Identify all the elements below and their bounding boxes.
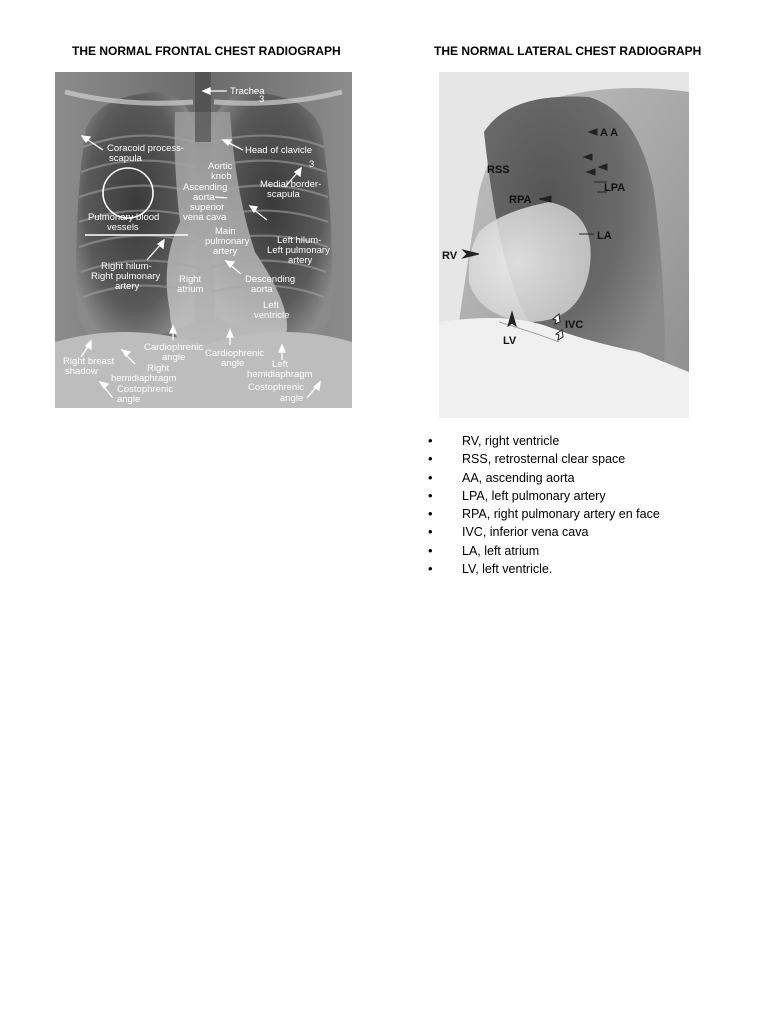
label-main-pulm-3: artery (213, 246, 238, 257)
list-item: • RV, right ventricle (428, 432, 660, 450)
label-left-ventricle-1: Left (263, 300, 279, 311)
label-3b: 3 (309, 159, 315, 170)
label-right-hilum-1: Right hilum- (101, 261, 152, 272)
label-pulmonary-1: Pulmonary blood (88, 212, 160, 223)
label-head-clavicle: Head of clavicle (245, 145, 313, 156)
label-right-hemi-1: Right (147, 363, 170, 374)
label-main-pulm-2: pulmonary (205, 236, 250, 247)
label-left-hemi-2: hemidiaphragm (247, 369, 313, 380)
label-main-pulm-1: Main (215, 226, 236, 237)
label-ascending-2: aorta- (193, 192, 218, 203)
label-right-atrium-1: Right (179, 274, 202, 285)
label-lpa: LPA (604, 182, 626, 194)
label-right-atrium-2: atrium (177, 284, 204, 295)
label-left-hilum-1: Left hilum- (277, 235, 322, 246)
list-item: • LA, left atrium (428, 542, 660, 560)
label-right-hilum-3: artery (115, 281, 140, 292)
label-trachea: Trachea (230, 86, 265, 97)
list-item: • AA, ascending aorta (428, 469, 660, 487)
label-aortic-1: Aortic (208, 161, 233, 172)
label-right-breast-1: Right breast (63, 356, 115, 367)
abbreviation-list (428, 432, 660, 578)
label-medial-1: Medial border- (260, 179, 322, 190)
label-ascending-4: vena cava (183, 212, 227, 223)
label-right-hilum-2: Right pulmonary (91, 271, 161, 282)
label-costophrenic-right-2: angle (280, 393, 304, 404)
label-3a: 3 (259, 94, 265, 105)
label-left-hilum-2: Left pulmonary (267, 245, 330, 256)
list-item: • LPA, left pulmonary artery (428, 487, 660, 505)
frontal-title: THE NORMAL FRONTAL CHEST RADIOGRAPH (72, 44, 341, 58)
label-right-breast-2: shadow (65, 366, 98, 377)
label-cardiophrenic-left-2: angle (162, 352, 186, 363)
label-ascending-1: Ascending (183, 182, 228, 193)
label-costophrenic-left-1: Costophrenic (117, 384, 173, 395)
label-rv: RV (442, 250, 458, 262)
label-coracoid-2: scapula (109, 153, 142, 164)
label-rss: RSS (487, 164, 510, 176)
label-left-hemi-1: Left (272, 359, 288, 370)
label-aa: A A (600, 127, 619, 139)
lateral-title: THE NORMAL LATERAL CHEST RADIOGRAPH (434, 44, 702, 58)
label-descending-1: Descending (245, 274, 296, 285)
label-costophrenic-right-1: Costophrenic (248, 382, 304, 393)
label-coracoid-1: Coracoid process- (107, 143, 185, 154)
label-medial-2: scapula (267, 189, 300, 200)
label-cardiophrenic-right-1: Cardiophrenic (205, 348, 265, 359)
label-costophrenic-left-2: angle (117, 394, 141, 405)
list-item: • RSS, retrosternal clear space (428, 450, 660, 468)
list-item: • IVC, inferior vena cava (428, 523, 660, 541)
label-ivc: IVC (565, 319, 584, 331)
list-item: • RPA, right pulmonary artery en face (428, 505, 660, 523)
label-ascending-3: superior (190, 202, 225, 213)
label-left-hilum-3: artery (288, 255, 313, 266)
label-lv: LV (503, 335, 517, 347)
lateral-radiograph (439, 72, 689, 418)
label-right-hemi-2: hemidiaphragm (111, 373, 177, 384)
list-item: • LV, left ventricle. (428, 560, 660, 578)
label-cardiophrenic-left-1: Cardiophrenic (144, 342, 204, 353)
label-aortic-2: knob (211, 171, 232, 182)
label-rpa: RPA (509, 194, 532, 206)
label-cardiophrenic-right-2: angle (221, 358, 245, 369)
label-pulmonary-2: vessels (107, 222, 139, 233)
frontal-radiograph (55, 72, 352, 408)
lateral-radiograph-image (439, 72, 689, 418)
label-left-ventricle-2: ventricle (254, 310, 290, 321)
label-la: LA (597, 230, 612, 242)
frontal-radiograph-image (55, 72, 352, 408)
label-descending-2: aorta (251, 284, 273, 295)
